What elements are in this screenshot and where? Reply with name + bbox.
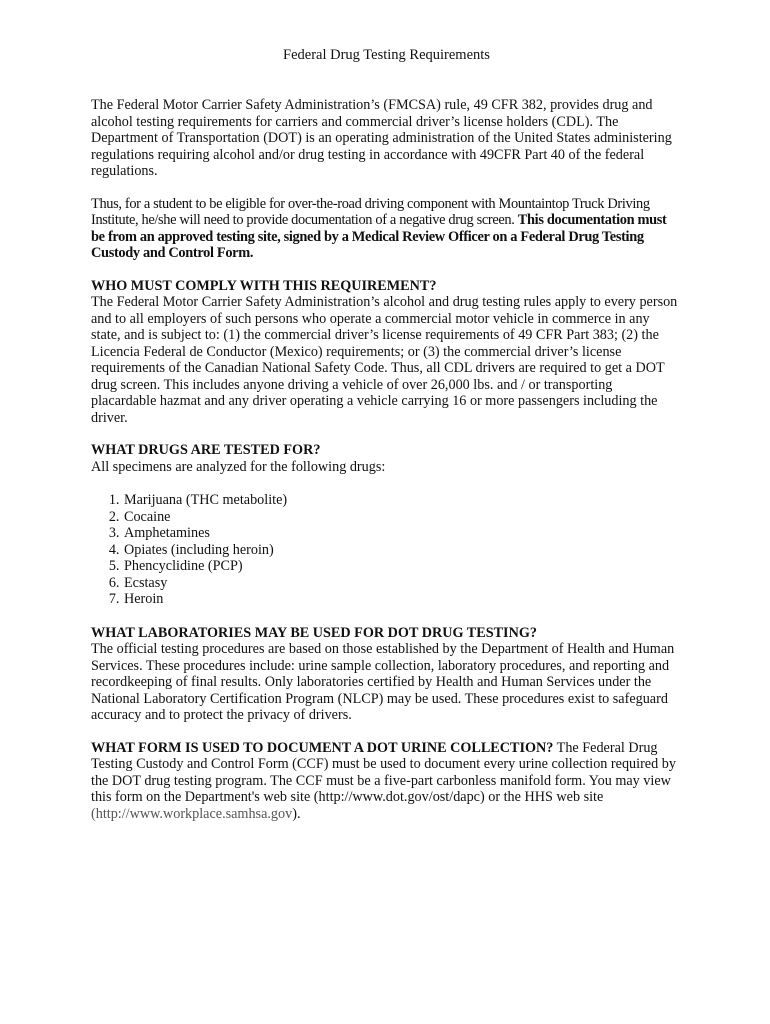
list-item: 5. Phencyclidine (PCP) bbox=[123, 558, 680, 575]
list-item: 1. Marijuana (THC metabolite) bbox=[123, 492, 680, 509]
list-item: 3. Amphetamines bbox=[123, 525, 680, 542]
form-used-section bbox=[91, 740, 680, 823]
laboratories-section bbox=[91, 625, 680, 724]
laboratories-heading: WHAT LABORATORIES MAY BE USED FOR DOT DRUG TESTING? bbox=[91, 624, 537, 641]
page-title: Federal Drug Testing Requirements bbox=[283, 47, 490, 63]
drugs-tested-heading: WHAT DRUGS ARE TESTED FOR? bbox=[91, 442, 321, 458]
who-must-comply-section bbox=[91, 278, 680, 427]
form-used-text: The Federal Drug Testing Custody and Control Form (CCF) must be used to document every urine collection required by the DOT drug testing program. The CCF must be a five-part carbonless manifold form. You may view this form on the Department's web site (http://www.dot.gov/ost/dapc) or the HHS web site bbox=[91, 739, 676, 805]
form-used-heading: WHAT FORM IS USED TO DOCUMENT A DOT URINE COLLECTION? bbox=[91, 739, 554, 756]
intro-paragraph: The Federal Motor Carrier Safety Administration’s (FMCSA) rule, 49 CFR 382, provides drug and alcohol testing requirements for carriers and commercial driver’s license holders (CDL). The Department of Transportation (DOT) is an operating administration of the United States administering regulations requiring alcohol and/or drug testing in accordance with 49CFR Part 40 of the federal regulations. bbox=[91, 97, 672, 179]
eligibility-text: Thus, for a student to be eligible for over-the-road driving component with Mountaintop Truck Driving Institute, he/she will need to provide documentation of a negative drug screen. bbox=[91, 195, 650, 228]
who-must-comply-heading: WHO MUST COMPLY WITH THIS REQUIREMENT? bbox=[91, 277, 437, 294]
list-item: 6. Ecstasy bbox=[123, 575, 680, 592]
hhs-web-link[interactable]: (http://www.workplace.samhsa.gov bbox=[91, 805, 293, 822]
drugs-tested-intro: All specimens are analyzed for the following drugs: bbox=[91, 458, 386, 475]
eligibility-bold-text: This documentation must be from an approved testing site, signed by a Medical Review Officer on a Federal Drug Testing Custody and Control Form. bbox=[91, 212, 667, 261]
list-item: 2. Cocaine bbox=[123, 509, 680, 526]
drug-list bbox=[91, 492, 680, 608]
who-must-comply-text: The Federal Motor Carrier Safety Administration’s alcohol and drug testing rules apply to every person and to all employers of such persons who operate a commercial motor vehicle in commerce in any state, and is subject to: (1) the commercial driver’s license requirements of 49 CFR Part 383; (2) the Licencia Federal de Conductor (Mexico) requirements; or (3) the commercial driver’s license requirements of the Canadian National Safety Code. Thus, all CDL drivers are required to get a DOT drug screen. This includes anyone driving a vehicle of over 26,000 lbs. and / or transporting placardable hazmat and any driver operating a vehicle carrying 16 or more passengers including the driver. bbox=[91, 294, 678, 426]
form-used-text-end: ). bbox=[292, 805, 301, 822]
eligibility-paragraph bbox=[91, 196, 680, 262]
list-item: 7. Heroin bbox=[123, 591, 680, 608]
drugs-tested-section bbox=[91, 442, 680, 608]
list-item: 4. Opiates (including heroin) bbox=[123, 542, 680, 559]
laboratories-text: The official testing procedures are based on those established by the Department of Health and Human Services. These procedures include: urine sample collection, laboratory procedures, and reporting and recordkeeping of final results. Only laboratories certified by Health and Human Services under the National Laboratory Certification Program (NLCP) may be used. These procedures exist to safeguard accuracy and to protect the privacy of drivers. bbox=[91, 641, 675, 723]
